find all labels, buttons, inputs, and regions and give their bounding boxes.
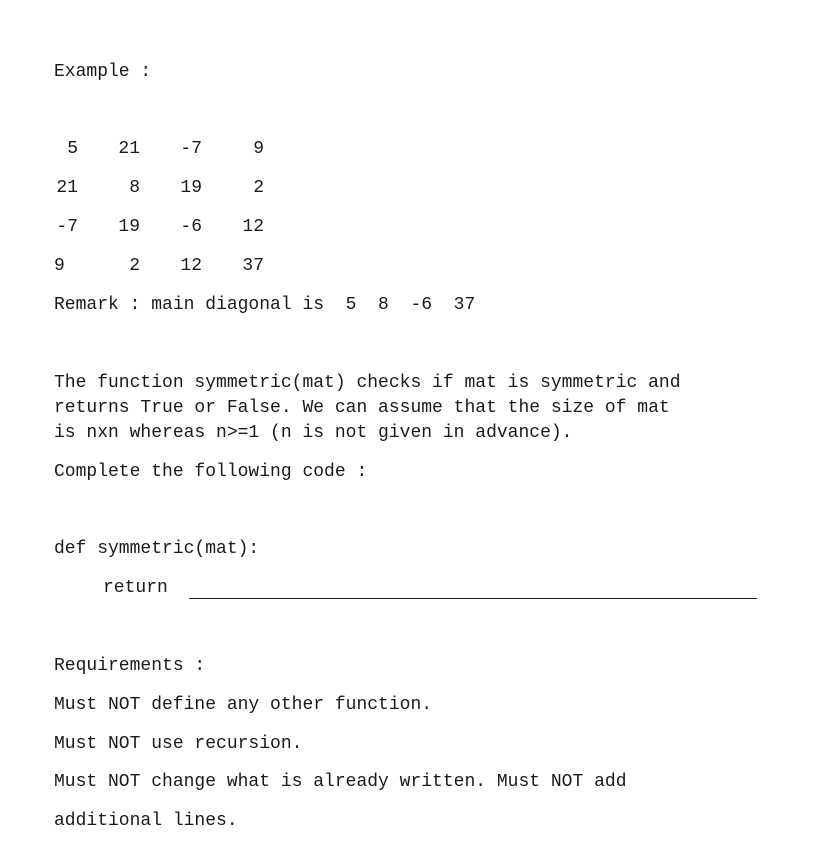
example-heading: Example :: [54, 62, 152, 82]
matrix-cell: 9: [54, 256, 65, 276]
matrix-cell: 2: [253, 178, 264, 198]
code-def-line: def symmetric(mat):: [54, 539, 260, 559]
code-return-keyword: return: [103, 578, 168, 598]
description-line: The function symmetric(mat) checks if mat is symmetric and: [54, 373, 681, 393]
matrix-cell: 21: [56, 178, 78, 198]
matrix-cell: 19: [118, 217, 140, 237]
matrix-cell: 19: [180, 178, 202, 198]
matrix-cell: 5: [67, 139, 78, 159]
requirement-item: additional lines.: [54, 811, 238, 831]
requirement-item: Must NOT change what is already written. Must NOT add: [54, 772, 627, 792]
matrix-cell: 21: [118, 139, 140, 159]
answer-blank: [189, 598, 757, 599]
requirement-item: Must NOT use recursion.: [54, 734, 303, 754]
matrix-cell: 9: [253, 139, 264, 159]
remark-line: Remark : main diagonal is 5 8 -6 37: [54, 295, 476, 315]
matrix-cell: -7: [56, 217, 78, 237]
matrix-cell: -7: [180, 139, 202, 159]
matrix-cell: -6: [180, 217, 202, 237]
matrix-cell: 8: [129, 178, 140, 198]
matrix-cell: 12: [180, 256, 202, 276]
requirements-heading: Requirements :: [54, 656, 206, 676]
matrix-cell: 2: [129, 256, 140, 276]
matrix-cell: 37: [242, 256, 264, 276]
description-line: returns True or False. We can assume that the size of mat: [54, 398, 670, 418]
matrix-cell: 12: [242, 217, 264, 237]
requirement-item: Must NOT define any other function.: [54, 695, 433, 715]
description-line: is nxn whereas n>=1 (n is not given in advance).: [54, 423, 573, 443]
instruction-line: Complete the following code :: [54, 462, 368, 482]
